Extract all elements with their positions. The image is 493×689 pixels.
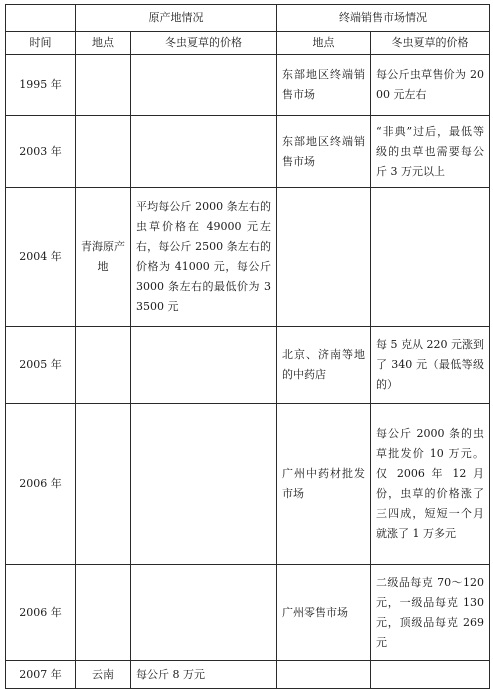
row-origin-price xyxy=(131,404,277,565)
row-terminal-location xyxy=(277,661,371,689)
table-row xyxy=(6,116,490,188)
row-origin-location xyxy=(76,404,131,565)
header-terminal-group: 终端销售市场情况 xyxy=(277,5,490,32)
table-row xyxy=(6,55,490,116)
row-terminal-price: 每公斤虫草售价为 2000 元左右 xyxy=(371,55,490,116)
row-time: 1995 年 xyxy=(6,55,76,116)
header-origin-price: 冬虫夏草的价格 xyxy=(131,32,277,55)
row-origin-price: 平均每公斤 2000 条左右的虫草价格在 49000 元左右，每公斤 2500 条左右的价格为 41000 元，每公斤 3000 条左右的最低价为 33500 元 xyxy=(131,188,277,327)
row-origin-price xyxy=(131,55,277,116)
row-terminal-location: 广州零售市场 xyxy=(277,565,371,661)
row-terminal-location: 北京、济南等地的中药店 xyxy=(277,327,371,404)
table-row xyxy=(6,327,490,404)
row-origin-price: 每公斤 8 万元 xyxy=(131,661,277,689)
row-terminal-price: “非典”过后，最低等级的虫草也需要每公斤 3 万元以上 xyxy=(371,116,490,188)
row-time: 2005 年 xyxy=(6,327,76,404)
header-origin-location: 地点 xyxy=(76,32,131,55)
row-time: 2003 年 xyxy=(6,116,76,188)
row-time: 2004 年 xyxy=(6,188,76,327)
header-origin-group: 原产地情况 xyxy=(76,5,277,32)
header-time: 时间 xyxy=(6,32,76,55)
row-terminal-price: 每 5 克从 220 元涨到了 340 元（最低等级的） xyxy=(371,327,490,404)
row-time: 2006 年 xyxy=(6,565,76,661)
row-origin-location xyxy=(76,55,131,116)
row-time: 2007 年 xyxy=(6,661,76,689)
row-origin-location xyxy=(76,327,131,404)
row-terminal-location: 东部地区终端销售市场 xyxy=(277,116,371,188)
row-terminal-location xyxy=(277,188,371,327)
price-table xyxy=(5,4,490,689)
header-blank-cell xyxy=(6,5,76,32)
header-row-columns xyxy=(6,32,490,55)
table-row xyxy=(6,404,490,565)
header-terminal-price: 冬虫夏草的价格 xyxy=(371,32,490,55)
row-origin-location: 青海原产地 xyxy=(76,188,131,327)
row-time: 2006 年 xyxy=(6,404,76,565)
row-origin-location xyxy=(76,565,131,661)
row-terminal-price xyxy=(371,188,490,327)
row-terminal-price: 二级品每克 70～120 元，一级品每克 130 元，顶级品每克 269 元 xyxy=(371,565,490,661)
row-terminal-price: 每公斤 2000 条的虫草批发价 10 万元。仅 2006 年 12 月份，虫草的价格涨了三四成，短短一个月就涨了 1 万多元 xyxy=(371,404,490,565)
table-row xyxy=(6,661,490,689)
header-row-groups xyxy=(6,5,490,32)
row-origin-location xyxy=(76,116,131,188)
row-origin-price xyxy=(131,565,277,661)
row-origin-price xyxy=(131,116,277,188)
row-origin-location: 云南 xyxy=(76,661,131,689)
row-terminal-location: 东部地区终端销售市场 xyxy=(277,55,371,116)
row-terminal-price xyxy=(371,661,490,689)
header-terminal-location: 地点 xyxy=(277,32,371,55)
row-terminal-location: 广州中药材批发市场 xyxy=(277,404,371,565)
table-row xyxy=(6,565,490,661)
row-origin-price xyxy=(131,327,277,404)
table-row xyxy=(6,188,490,327)
